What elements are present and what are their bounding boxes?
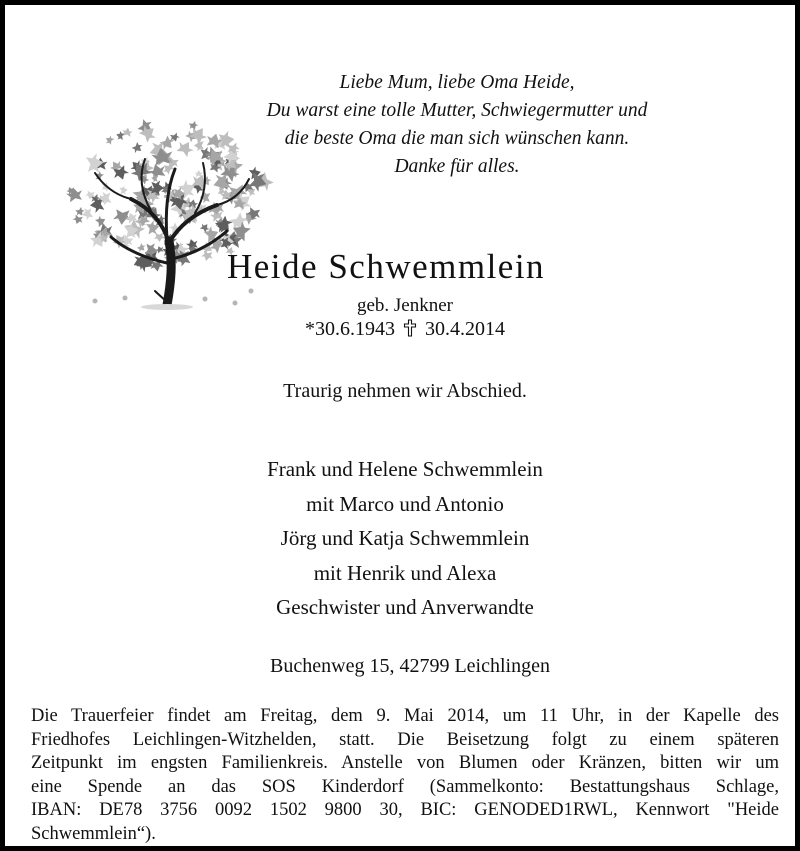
mourner-line: Frank und Helene Schwemmlein [267,457,543,481]
notice-line: Die Trauerfeier findet am Freitag, dem 9. Mai 2014, um 11 Uhr, in der Kapelle des [31,706,779,726]
leaf-shape [104,134,115,146]
leaf-shape [100,181,112,193]
fallen-leaf [203,297,208,302]
fallen-leaf [123,296,128,301]
leaf-shape [72,214,84,225]
notice-line: Friedhofes Leichlingen-Witzhelden, statt. Die Beisetzung folgt zu einem späteren [31,729,779,750]
leaf-shape [115,130,125,141]
notice-line: Zeitpunkt im engsten Familienkreis. Anstelle von Blumen oder Kränzen, bitten wir um [31,753,779,773]
mourners-list [185,452,625,625]
notice-line: Schwemmlein“). [31,823,156,844]
leaf-shape [200,250,213,262]
notice-line: eine Spende an das SOS Kinderdorf (Sammelkonto: Bestattungshaus Schlage, [31,776,779,797]
poem-line: Liebe Mum, liebe Oma Heide, [339,72,575,93]
notice-line: IBAN: DE78 3756 0092 1502 9800 30, BIC: GENODED1RWL, Kennwort "Heide [31,800,779,820]
poem-line: Danke für alles. [394,156,520,177]
mourner-line: mit Henrik und Alexa [313,560,497,585]
mourner-line: Jörg und Katja Schwemmlein [280,526,530,550]
poem-line: Du warst eine tolle Mutter, Schwiegermutter und [266,100,648,121]
maiden-name: geb. Jenkner [356,295,454,316]
leaf-shape [175,138,196,158]
deceased-name: Heide Schwemmlein [227,247,546,286]
leaf-shape [81,207,94,221]
birth-date: *30.6.1943 [305,318,395,340]
leaf-shape [86,152,105,174]
funeral-notice [31,705,779,846]
fallen-leaf [249,289,254,294]
address: Buchenweg 15, 42799 Leichlingen [270,655,550,677]
life-dates [255,318,555,341]
leaf-shape [94,214,107,228]
mourner-line: Geschwister und Anverwandte [276,595,534,619]
poem [237,69,677,181]
death-date: 30.4.2014 [425,318,505,340]
tree-shadow [141,304,193,310]
leaf-shape [154,233,165,243]
leaf-shape [131,141,145,155]
mourner-line: mit Marco und Antonio [306,491,504,516]
farewell-line: Traurig nehmen wir Abschied. [283,380,527,402]
cross-icon [403,319,417,337]
leaf-shape [119,185,128,195]
leaf-shape [122,127,133,137]
poem-line: die beste Oma die man sich wünschen kann. [284,128,630,149]
leaf-shape [65,186,84,203]
fallen-leaf [93,299,98,304]
fallen-leaf [233,301,238,306]
